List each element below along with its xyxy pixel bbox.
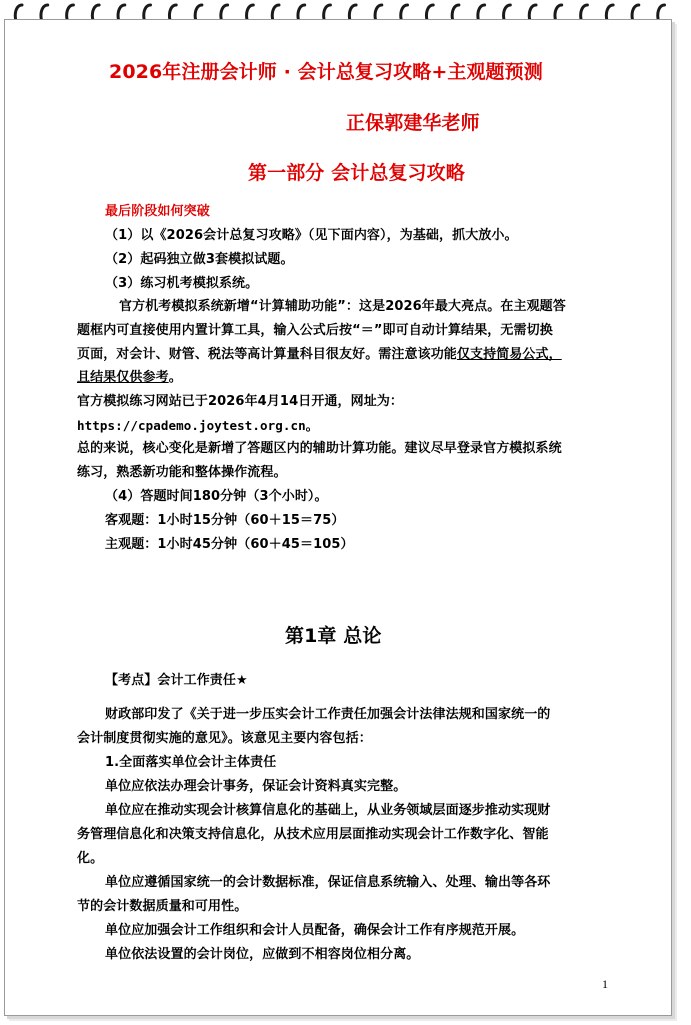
part-title: 第一部分 会计总复习攻略 <box>248 162 465 184</box>
paragraph-line: 单位应加强会计工作组织和会计人员配备，确保会计工作有序规范开展。 <box>105 923 525 938</box>
paragraph-line: 单位应遵循国家统一的会计数据标准，保证信息系统输入、处理、输出等各环 <box>105 875 551 890</box>
list-item: （2）起码独立做3套模拟试题。 <box>105 252 294 267</box>
paragraph-line: 页面，对会计、财管、税法等高计算量科目很友好。需注意该功能仅支持简易公式， <box>77 347 562 362</box>
topic-heading: 【考点】会计工作责任★ <box>105 673 248 688</box>
paragraph-line: 总的来说，核心变化是新增了答题区内的辅助计算功能。建议尽早登录官方模拟系统 <box>77 441 562 456</box>
paragraph-line: 官方机考模拟系统新增“计算辅助功能”：这是2026年最大亮点。在主观题答 <box>119 299 566 314</box>
paragraph-line: 官方模拟练习网站已于2026年4月14日开通，网址为： <box>77 394 404 409</box>
list-item: （3）练习机考模拟系统。 <box>105 276 259 291</box>
document-page <box>4 19 672 1016</box>
paragraph-line: 单位应依法办理会计事务，保证会计资料真实完整。 <box>105 779 407 794</box>
exam-time-objective: 客观题：1小时15分钟（60＋15＝75） <box>105 513 345 528</box>
paragraph-line: 单位依法设置的会计岗位，应做到不相容岗位相分离。 <box>105 947 420 962</box>
paragraph-line: 务管理信息化和决策支持信息化，从技术应用层面推动实现会计工作数字化、智能 <box>77 827 549 842</box>
document-title: 2026年注册会计师 · 会计总复习攻略+主观题预测 <box>109 61 543 83</box>
underlined-note: 仅支持简易公式， <box>456 347 562 362</box>
paragraph-line: 节的会计数据质量和可用性。 <box>77 899 248 914</box>
chapter-title: 第1章 总论 <box>285 625 382 647</box>
subsection-heading: 1.全面落实单位会计主体责任 <box>105 755 277 770</box>
paragraph-line: 化。 <box>77 851 104 866</box>
paragraph-line: 且结果仅供参考。 <box>77 370 182 385</box>
paragraph-line: 财政部印发了《关于进一步压实会计工作责任加强会计法律法规和国家统一的 <box>105 707 551 722</box>
page-number: 1 <box>602 977 608 991</box>
underlined-note: 且结果仅供参考 <box>77 370 169 385</box>
exam-time-subjective: 主观题：1小时45分钟（60＋45＝105） <box>105 537 354 552</box>
paragraph-line: 单位应在推动实现会计核算信息化的基础上，从业务领域层面逐步推动实现财 <box>105 803 551 818</box>
document-author: 正保郭建华老师 <box>346 112 480 134</box>
paragraph-line: 会计制度贯彻实施的意见》。该意见主要内容包括： <box>77 731 372 746</box>
list-item: （1）以《2026会计总复习攻略》（见下面内容），为基础，抓大放小。 <box>105 228 518 243</box>
paragraph-line: 练习，熟悉新功能和整体操作流程。 <box>77 465 287 480</box>
list-item: （4）答题时间180分钟（3个小时）。 <box>105 489 328 504</box>
paragraph-line: 题框内可直接使用内置计算工具，输入公式后按“＝”即可自动计算结果，无需切换 <box>77 323 553 338</box>
section-heading: 最后阶段如何突破 <box>105 204 210 219</box>
website-url: https://cpademo.joytest.org.cn。 <box>77 418 319 433</box>
